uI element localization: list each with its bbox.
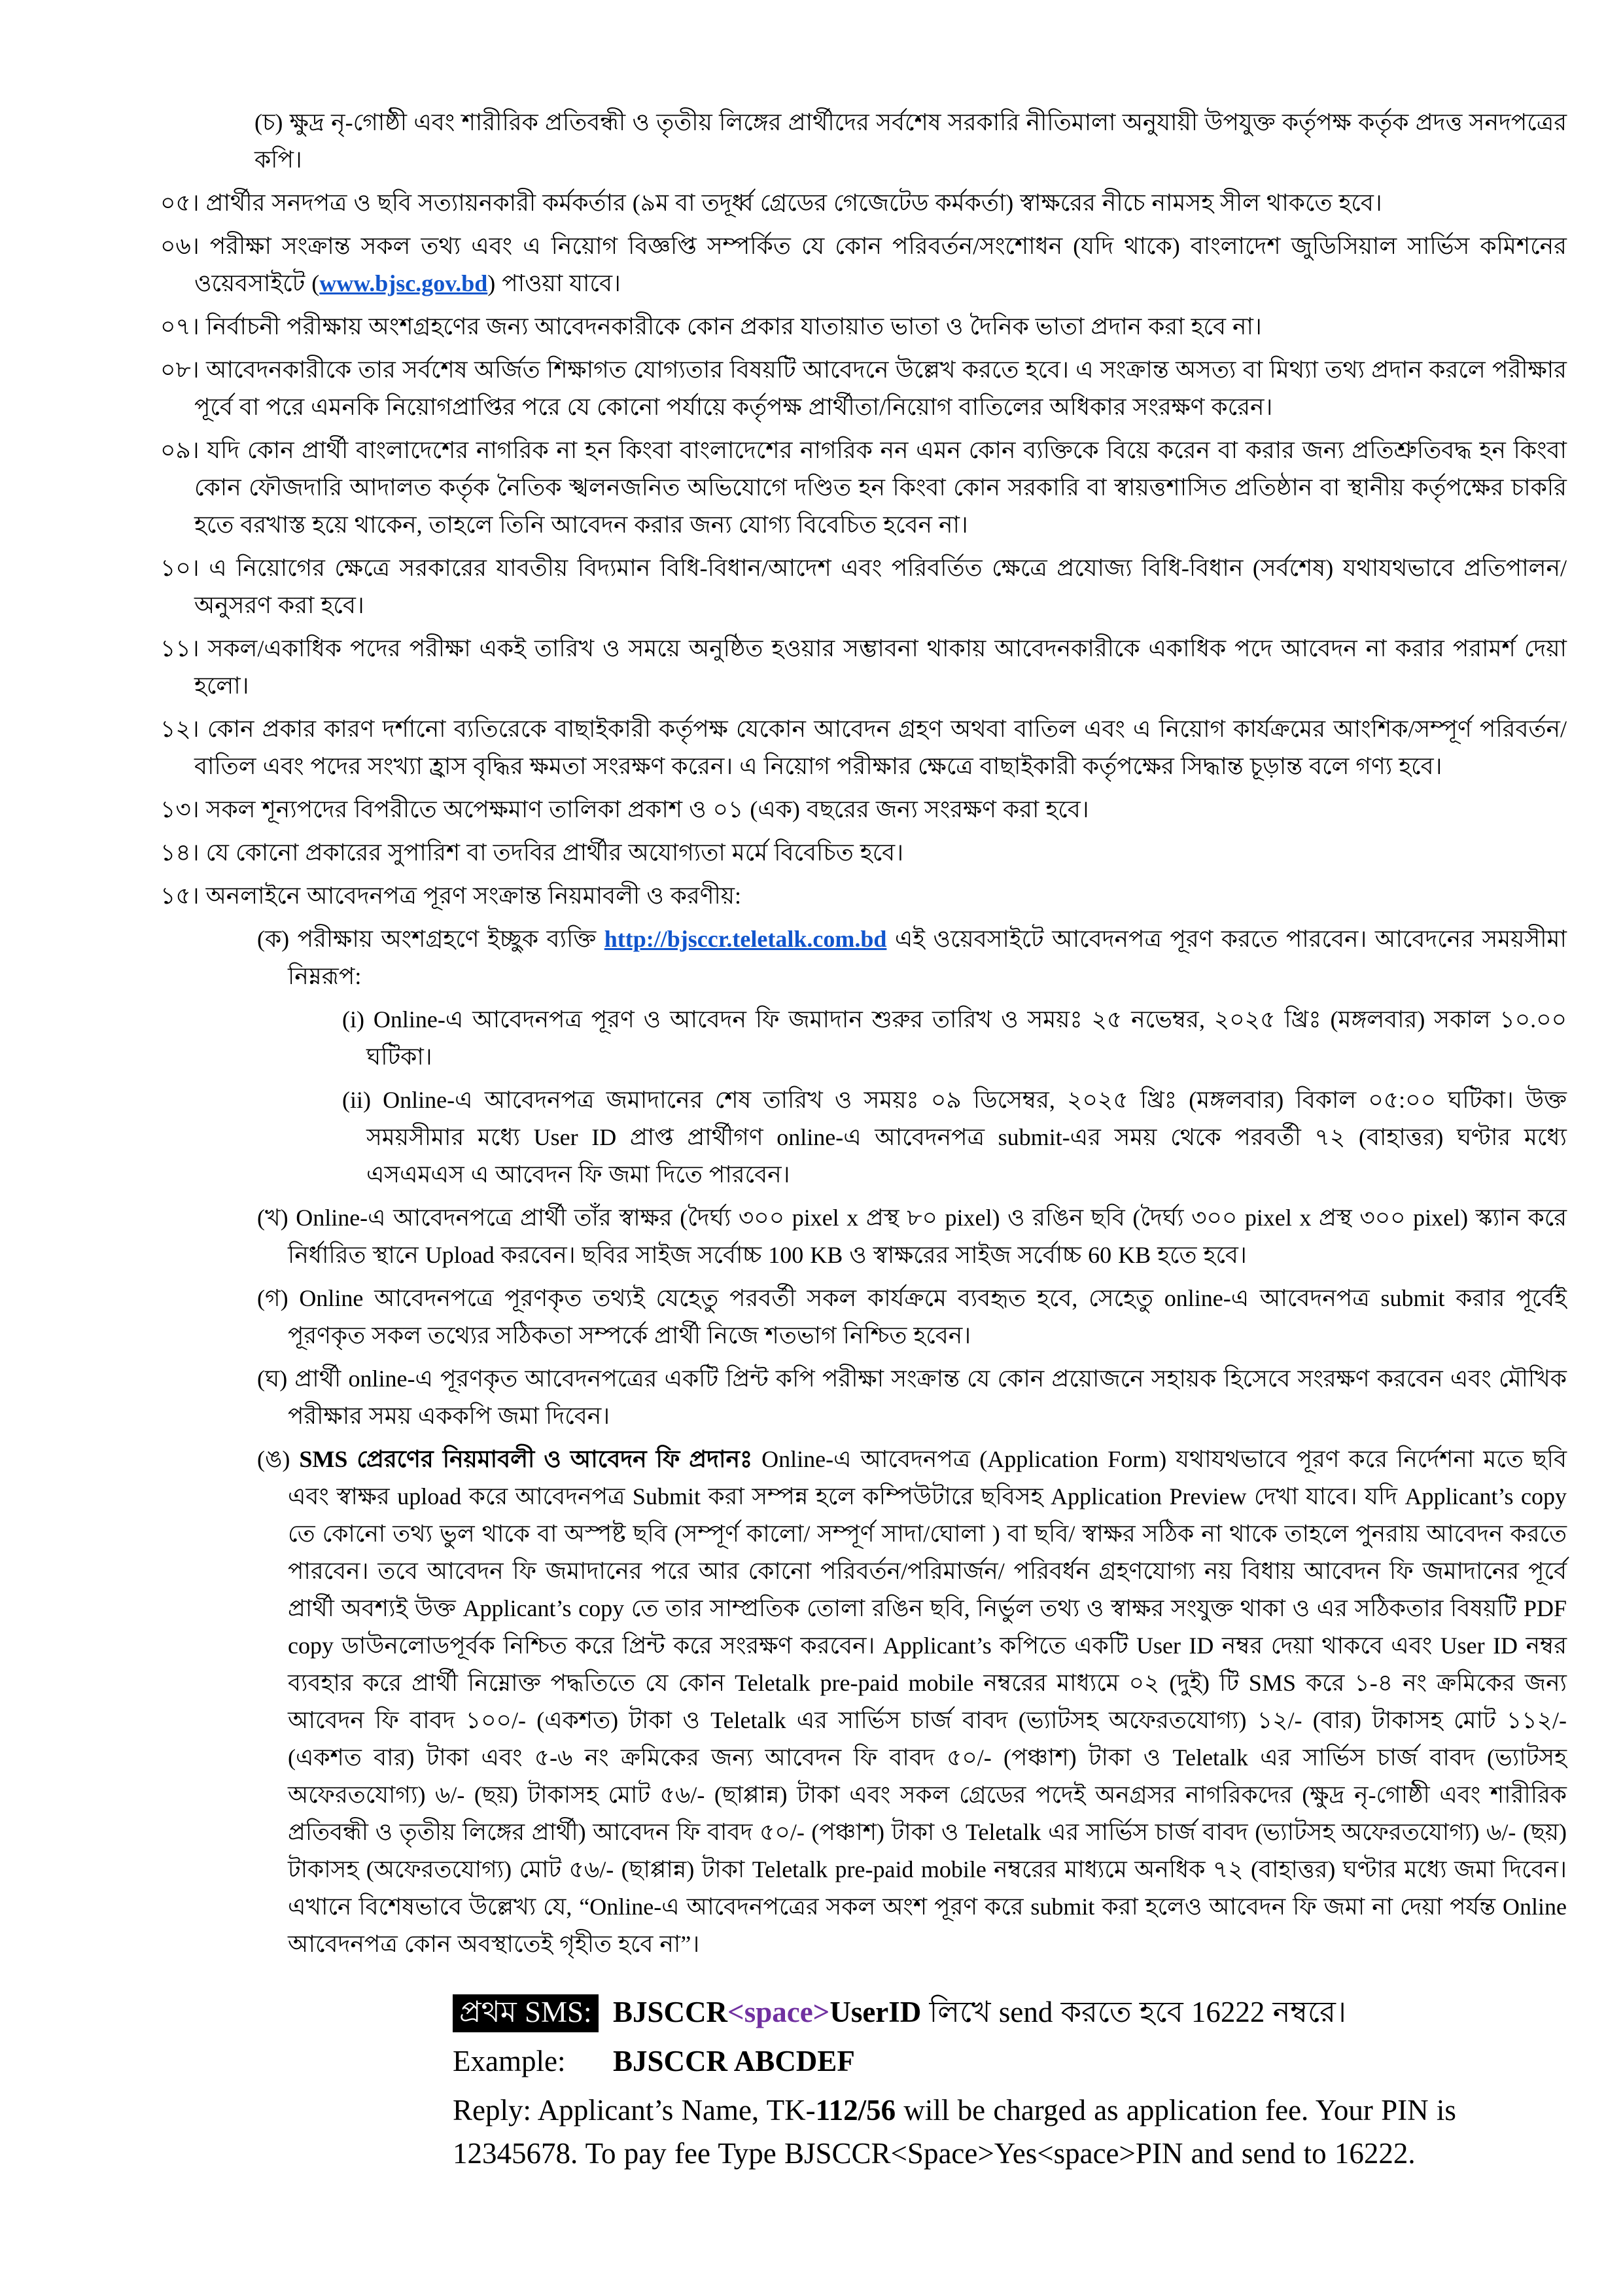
- text-segment: Online-এ আবেদনপত্র পূরণ ও আবেদন ফি জমাদান শুরুর তারিখ ও সময়ঃ ২৫ নভেম্বর, ২০২৫ খ্রিঃ (মঙ্গলবার) সকাল ১০.০০ ঘটিকা।: [366, 1006, 1567, 1070]
- text-segment: ক্ষুদ্র নৃ-গোষ্ঠী এবং শারীরিক প্রতিবন্ধী ও তৃতীয় লিঙ্গের প্রার্থীদের সর্বশেষ সরকারি নীতিমালা অনুযায়ী উপযুক্ত কর্তৃপক্ষ কর্তৃক প্রদত্ত সনদপত্রের কপি।: [254, 109, 1567, 173]
- item-marker: ১২।: [160, 716, 207, 742]
- text-segment: Online আবেদনপত্রে পূরণকৃত তথ্যই যেহেতু পরবর্তী সকল কার্যক্রমে ব্যবহৃত হবে, সেহেতু online-এ আবেদনপত্র submit করার পূর্বেই পূরণকৃত সকল তথ্যের সঠিকতা সম্পর্কে প্রার্থী নিজে শতভাগ নিশ্চিত হবেন।: [288, 1285, 1567, 1349]
- clause-12: [160, 711, 1567, 785]
- clause-06: [160, 228, 1567, 302]
- text-segment: লিখে send করতে হবে 16222 নম্বরে।: [921, 1996, 1346, 2028]
- text-segment: সকল শূন্যপদের বিপরীতে অপেক্ষমাণ তালিকা প্রকাশ ও ০১ (এক) বছরের জন্য সংরক্ষণ করা হবে।: [205, 796, 1089, 822]
- text-segment: BJSCCR ABCDEF: [613, 2045, 855, 2077]
- text-segment: এই ওয়েবসাইটে আবেদনপত্র পূরণ করতে পারবেন। আবেদনের সময়সীমা নিম্নরূপ:: [288, 926, 1567, 989]
- sms-reply-line: [453, 2089, 1565, 2175]
- space-tag: <space>: [727, 1996, 830, 2028]
- clause-15-uno: [160, 1441, 1567, 1963]
- item-marker: (i): [342, 1006, 374, 1033]
- item-marker: ০৭।: [160, 313, 206, 340]
- item-marker: ০৬।: [160, 233, 210, 259]
- bjsc-website-link[interactable]: www.bjsc.gov.bd: [319, 270, 488, 296]
- first-sms-label-cell: [453, 1990, 613, 2034]
- clause-15: [160, 877, 1567, 915]
- first-sms-line: [453, 1990, 1565, 2034]
- text-segment: নির্বাচনী পরীক্ষায় অংশগ্রহণের জন্য আবেদনকারীকে কোন প্রকার যাতায়াত ভাতা ও দৈনিক ভাতা প্রদান করা হবে না।: [205, 313, 1262, 340]
- text-segment: 112/56: [815, 2094, 896, 2127]
- clause-15-ka: [160, 921, 1567, 995]
- item-marker: ১৩।: [160, 796, 206, 822]
- text-segment: পরীক্ষায় অংশগ্রহণে ইচ্ছুক ব্যক্তি: [297, 926, 604, 952]
- item-marker: ১১।: [160, 635, 208, 662]
- text-segment: BJSCCR: [613, 1996, 728, 2028]
- example-label: Example:: [453, 2045, 566, 2077]
- clause-13: [160, 791, 1567, 828]
- item-marker: (ঘ): [257, 1366, 295, 1392]
- item-marker: ০৯।: [160, 437, 207, 463]
- item-marker: (গ): [257, 1285, 300, 1311]
- item-marker: (ক): [257, 926, 298, 952]
- sms-example-line: [453, 2040, 1565, 2083]
- item-marker: (ঙ): [257, 1446, 300, 1472]
- text-segment: Reply: Applicant’s Name, TK-: [453, 2094, 816, 2127]
- text-segment: will be charged as application fee. Your PIN is 12345678. To pay fee Type BJSCCR<Space>Yes<space>PIN and send to 16222.: [453, 2094, 1456, 2170]
- document-body: [160, 98, 1567, 2175]
- text-segment: প্রার্থী online-এ পূরণকৃত আবেদনপত্রের একটি প্রিন্ট কপি পরীক্ষা সংক্রান্ত যে কোন প্রয়োজনে সহায়ক হিসেবে সংরক্ষণ করবেন এবং মৌখিক পরীক্ষার সময় এককপি জমা দিবেন।: [288, 1366, 1567, 1429]
- item-marker: (চ): [254, 109, 290, 135]
- clause-08: [160, 351, 1567, 426]
- clause-11: [160, 630, 1567, 705]
- clause-09: [160, 432, 1567, 544]
- clause-15-kha: [160, 1199, 1567, 1274]
- item-marker: ১৫।: [160, 883, 206, 909]
- item-marker: ১০।: [160, 555, 209, 581]
- item-marker: ০৫।: [160, 190, 206, 216]
- clause-07: [160, 308, 1567, 345]
- text-segment: যে কোনো প্রকারের সুপারিশ বা তদবির প্রার্থীর অযোগ্যতা মর্মে বিবেচিত হবে।: [205, 839, 904, 866]
- example-label-cell: [453, 2040, 613, 2083]
- item-marker: ১৪।: [160, 839, 206, 866]
- text-segment: Online-এ আবেদনপত্র (Application Form) যথাযথভাবে পূরণ করে নির্দেশনা মতে ছবি এবং স্বাক্ষর upload করে আবেদনপত্র Submit করা সম্পন্ন হলে কম্পিউটারে ছবিসহ Application Preview দেখা যাবে। যদি Applicant’s copy তে কোনো তথ্য ভুল থাকে বা অস্পষ্ট ছবি (সম্পূর্ণ কালো/ সম্পূর্ণ সাদা/ঘোলা ) বা ছবি/ স্বাক্ষর সঠিক না থাকে তাহলে পুনরায় আবেদন করতে পারবেন। তবে আবেদন ফি জমাদানের পরে আর কোনো পরিবর্তন/পরিমার্জন/ পরিবর্ধন গ্রহণযোগ্য নয় বিধায় আবেদন ফি জমাদানের পূর্বে প্রার্থী অবশ্যই উক্ত Applicant’s copy তে তার সাম্প্রতিক তোলা রঙিন ছবি, নির্ভুল তথ্য ও স্বাক্ষর সংযুক্ত থাকা ও এর সঠিকতার বিষয়টি PDF copy ডাউনলোডপূর্বক নিশ্চিত করে প্রিন্ট করে সংরক্ষণ করবেন। Applicant’s কপিতে একটি User ID নম্বর দেয়া থাকবে এবং User ID নম্বর ব্যবহার করে প্রার্থী নিম্নোক্ত পদ্ধতিতে যে কোন Teletalk pre-paid mobile নম্বরের মাধ্যমে ০২ (দুই) টি SMS করে ১-৪ নং ক্রমিকের জন্য আবেদন ফি বাবদ ১০০/- (একশত) টাকা ও Teletalk এর সার্ভিস চার্জ বাবদ (ভ্যাটসহ অফেরতযোগ্য) ১২/- (বার) টাকাসহ মোট ১১২/- (একশত বার) টাকা এবং ৫-৬ নং ক্রমিকের জন্য আবেদন ফি বাবদ ৫০/- (পঞ্চাশ) টাকা ও Teletalk এর সার্ভিস চার্জ বাবদ (ভ্যাটসহ অফেরতযোগ্য) ৬/- (ছয়) টাকাসহ মোট ৫৬/- (ছাপ্পান্ন) টাকা এবং সকল গ্রেডের পদেই অনগ্রসর নাগরিকদের (ক্ষুদ্র নৃ-গোষ্ঠী এবং শারীরিক প্রতিবন্ধী ও তৃতীয় লিঙ্গের প্রার্থী) আবেদন ফি বাবদ ৫০/- (পঞ্চাশ) টাকা ও Teletalk এর সার্ভিস চার্জ বাবদ (ভ্যাটসহ অফেরতযোগ্য) ৬/- (ছয়) টাকাসহ (অফেরতযোগ্য) মোট ৫৬/- (ছাপ্পান্ন) টাকা Teletalk pre-paid mobile নম্বরের মাধ্যমে অনধিক ৭২ (বাহাত্তর) ঘণ্টার মধ্যে জমা দিবেন। এখানে বিশেষভাবে উল্লেখ্য যে, “Online-এ আবেদনপত্রের সকল অংশ পূরণ করে submit করা হলেও আবেদন ফি জমা না দেয়া পর্যন্ত Online আবেদনপত্র কোন অবস্থাতেই গৃহীত হবে না”।: [288, 1446, 1567, 1957]
- text-segment: প্রার্থীর সনদপত্র ও ছবি সত্যায়নকারী কর্মকর্তার (৯ম বা তদূর্ধ্ব গ্রেডের গেজেটেড কর্মকর্তা) স্বাক্ষরের নীচে নামসহ সীল থাকতে হবে।: [205, 190, 1382, 216]
- text-segment: কোন প্রকার কারণ দর্শানো ব্যতিরেকে বাছাইকারী কর্তৃপক্ষ যেকোন আবেদন গ্রহণ অথবা বাতিল এবং এ নিয়োগ কার্যক্রমের আংশিক/সম্পূর্ণ পরিবর্তন/বাতিল এবং পদের সংখ্যা হ্রাস বৃদ্ধির ক্ষমতা সংরক্ষণ করেন। এ নিয়োগ পরীক্ষার ক্ষেত্রে বাছাইকারী কর্তৃপক্ষের সিদ্ধান্ত চূড়ান্ত বলে গণ্য হবে।: [194, 716, 1567, 779]
- clause-14: [160, 834, 1567, 872]
- item-marker: (খ): [257, 1205, 296, 1231]
- clause-15-ga: [160, 1280, 1567, 1354]
- clause-10: [160, 550, 1567, 624]
- text-segment: সকল/একাধিক পদের পরীক্ষা একই তারিখ ও সময়ে অনুষ্ঠিত হওয়ার সম্ভাবনা থাকায় আবেদনকারীকে একাধিক পদে আবেদন না করার পরামর্শ দেয়া হলো।: [194, 635, 1567, 699]
- text-segment: পরীক্ষা সংক্রান্ত সকল তথ্য এবং এ নিয়োগ বিজ্ঞপ্তি সম্পর্কিত যে কোন পরিবর্তন/সংশোধন (যদি থাকে) বাংলাদেশ জুডিসিয়াল সার্ভিস কমিশনের ওয়েবসাইটে (: [194, 233, 1567, 296]
- text-segment: Online-এ আবেদনপত্র জমাদানের শেষ তারিখ ও সময়ঃ ০৯ ডিসেম্বর, ২০২৫ খ্রিঃ (মঙ্গলবার) বিকাল ০৫:০০ ঘটিকা। উক্ত সময়সীমার মধ্যে User ID প্রাপ্ত প্রার্থীগণ online-এ আবেদনপত্র submit-এর সময় থেকে পরবর্তী ৭২ (বাহাত্তর) ঘণ্টার মধ্যে এসএমএস এ আবেদন ফি জমা দিতে পারবেন।: [366, 1087, 1567, 1188]
- clause-15-ka-ii: [160, 1082, 1567, 1193]
- item-marker: (ii): [342, 1087, 383, 1113]
- text-segment: যদি কোন প্রার্থী বাংলাদেশের নাগরিক না হন কিংবা বাংলাদেশের নাগরিক নন এমন কোন ব্যক্তিকে বিয়ে করেন বা করার জন্য প্রতিশ্রুতিবদ্ধ হন কিংবা কোন ফৌজদারি আদালত কর্তৃক নৈতিক স্খলনজনিত অভিযোগে দণ্ডিত হন কিংবা কোন সরকারি বা স্বায়ত্তশাসিত প্রতিষ্ঠান বা স্থানীয় কর্তৃপক্ষের চাকরি হতে বরখাস্ত হয়ে থাকেন, তাহলে তিনি আবেদন করার জন্য যোগ্য বিবেচিত হবেন না।: [194, 437, 1567, 538]
- clause-15-ka-i: [160, 1001, 1567, 1076]
- text-segment: ) পাওয়া যাবে।: [487, 270, 621, 296]
- text-segment: অনলাইনে আবেদনপত্র পূরণ সংক্রান্ত নিয়মাবলী ও করণীয়:: [205, 883, 741, 909]
- item-marker: ০৮।: [160, 357, 206, 383]
- first-sms-label: প্রথম SMS:: [453, 1994, 599, 2032]
- text-segment: Online-এ আবেদনপত্রে প্রার্থী তাঁর স্বাক্ষর (দৈর্ঘ্য ৩০০ pixel x প্রস্থ ৮০ pixel) ও রঙিন ছবি (দৈর্ঘ্য ৩০০ pixel x প্রস্থ ৩০০ pixel) স্ক্যান করে নির্ধারিত স্থানে Upload করবেন। ছবির সাইজ সর্বোচ্চ 100 KB ও স্বাক্ষরের সাইজ সর্বোচ্চ 60 KB হতে হবে।: [288, 1205, 1567, 1268]
- teletalk-application-link[interactable]: http://bjsccr.teletalk.com.bd: [604, 926, 887, 952]
- clause-15-gha: [160, 1360, 1567, 1435]
- clause-05: [160, 185, 1567, 222]
- text-segment: SMS প্রেরণের নিয়মাবলী ও আবেদন ফি প্রদানঃ: [299, 1446, 753, 1472]
- clause-cha: [160, 104, 1567, 179]
- text-segment: আবেদনকারীকে তার সর্বশেষ অর্জিত শিক্ষাগত যোগ্যতার বিষয়টি আবেদনে উল্লেখ করতে হবে। এ সংক্রান্ত অসত্য বা মিথ্যা তথ্য প্রদান করলে পরীক্ষার পূর্বে বা পরে এমনকি নিয়োগপ্রাপ্তির পরে যে কোনো পর্যায়ে কর্তৃপক্ষ প্রার্থীতা/নিয়োগ বাতিলের অধিকার সংরক্ষণ করেন।: [194, 357, 1567, 420]
- text-segment: এ নিয়োগের ক্ষেত্রে সরকারের যাবতীয় বিদ্যমান বিধি-বিধান/আদেশ এবং পরিবর্তিত ক্ষেত্রে প্রযোজ্য বিধি-বিধান (সর্বশেষ) যথাযথভাবে প্রতিপালন/অনুসরণ করা হবে।: [194, 555, 1567, 618]
- text-segment: UserID: [829, 1996, 922, 2028]
